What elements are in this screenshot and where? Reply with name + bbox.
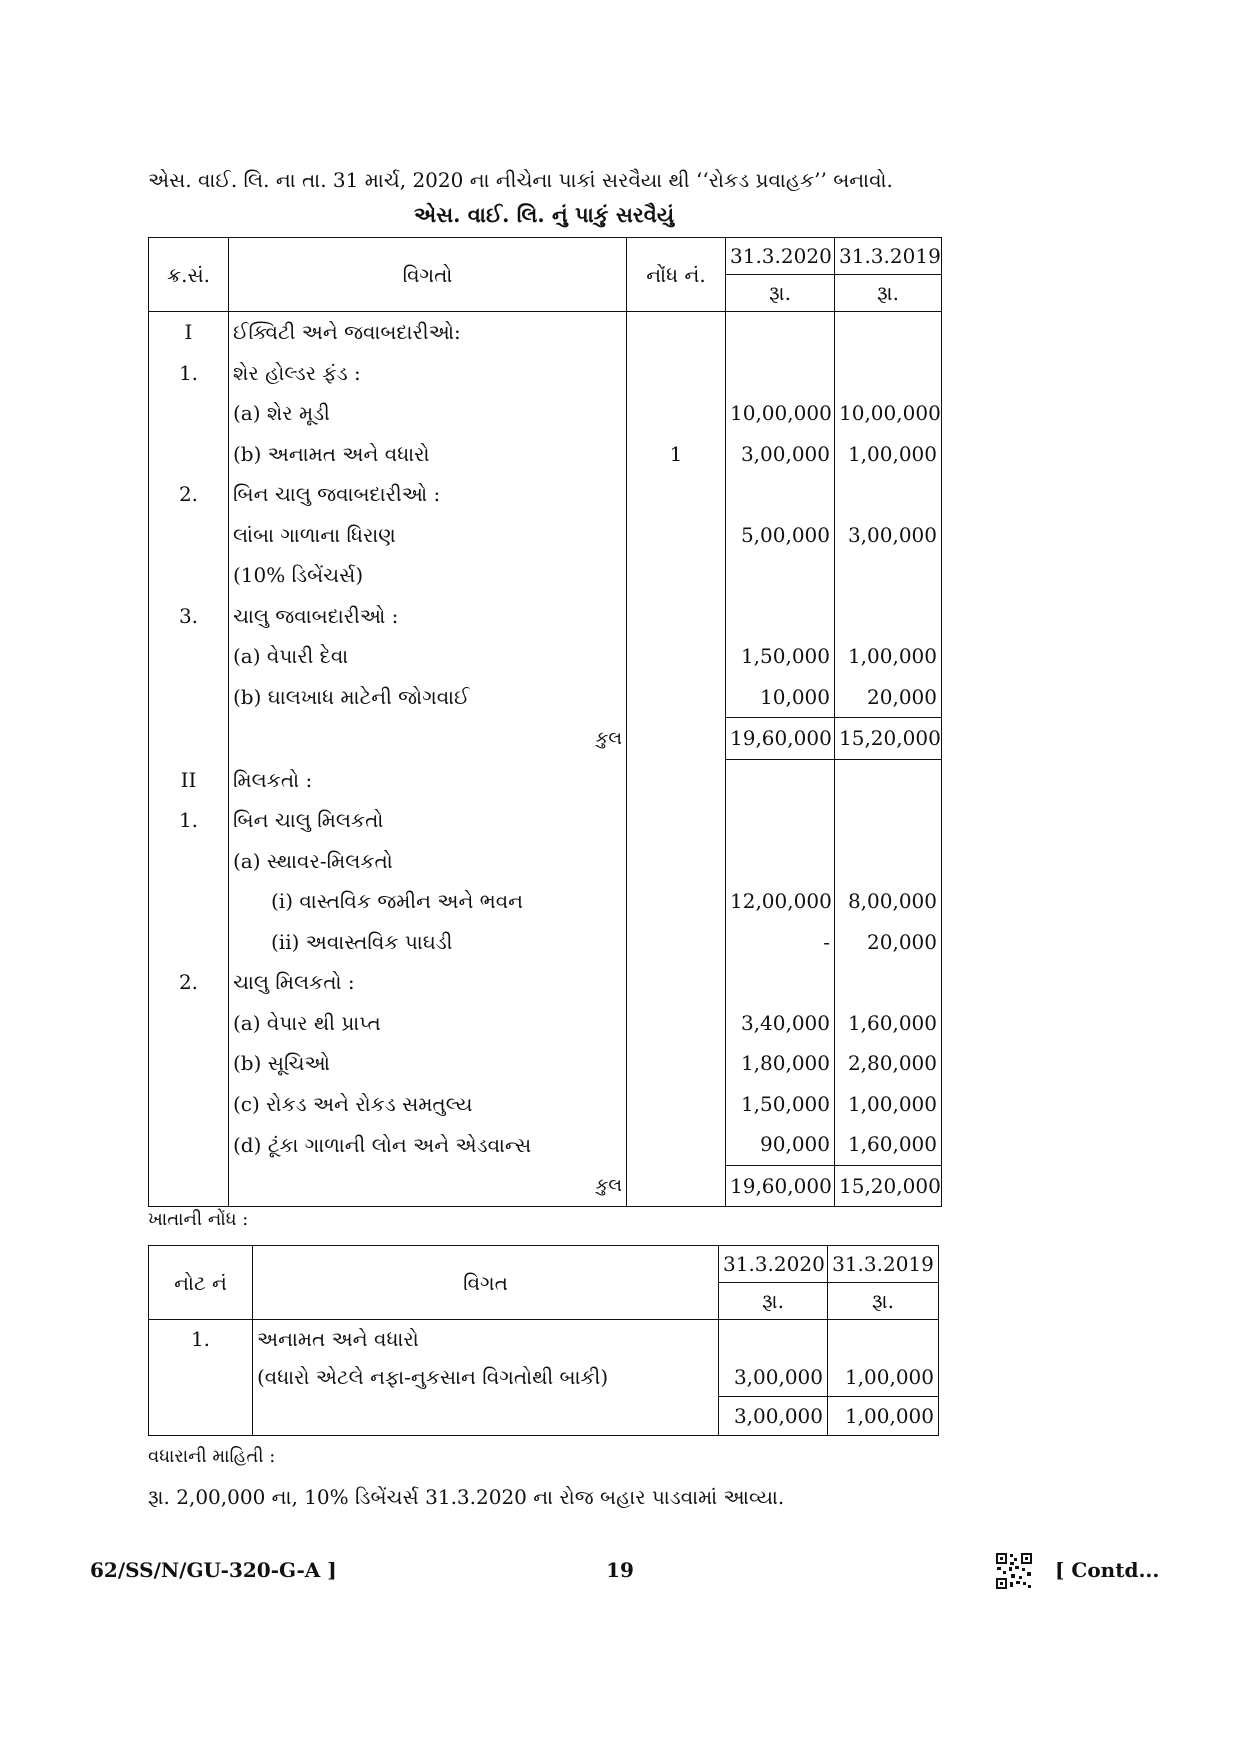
row-amount-2020: 1,50,000 [726, 1084, 835, 1125]
row-amount-2019: 1,00,000 [835, 434, 942, 475]
note-header-particulars: વિગત [253, 1246, 719, 1320]
row-particulars: મિલકતો : [229, 759, 627, 800]
row-sr: 2. [149, 962, 229, 1003]
notes-table [148, 1245, 939, 1436]
note-header-year-2019: 31.3.2019 [828, 1246, 939, 1283]
row-particulars: (c) રોકડ અને રોકડ સમતુલ્ય [229, 1084, 627, 1125]
row-sr [149, 393, 229, 434]
row-particulars: (a) સ્થાવર-મિલકતો [229, 841, 627, 882]
row-particulars: (b) અનામત અને વધારો [229, 434, 627, 475]
row-particulars: (b) સૂચિઓ [229, 1043, 627, 1084]
notes-body [149, 1320, 939, 1436]
row-sr: 2. [149, 474, 229, 515]
row-sr: 1. [149, 353, 229, 394]
row-amount-2019 [835, 596, 942, 637]
row-sr [149, 636, 229, 677]
row-amount-2019 [835, 312, 942, 353]
row-note [627, 759, 726, 800]
row-amount-2019: 10,00,000 [835, 393, 942, 434]
table-row [149, 1043, 942, 1084]
page-number: 19 [606, 1558, 634, 1582]
row-amount-2020: 12,00,000 [726, 881, 835, 922]
row-note [627, 555, 726, 596]
row-note [627, 515, 726, 556]
row-amount-2020 [726, 555, 835, 596]
row-note [627, 962, 726, 1003]
row-amount-2020: 1,50,000 [726, 636, 835, 677]
table-row [149, 841, 942, 882]
row-note [627, 841, 726, 882]
header-sr: ક્ર.સં. [149, 238, 229, 312]
row-amount-2019 [835, 759, 942, 800]
header-note: નોંધ નં. [627, 238, 726, 312]
row-particulars: ચાલુ મિલકતો : [229, 962, 627, 1003]
table-row [149, 393, 942, 434]
note-row-no [149, 1358, 253, 1397]
row-note [627, 1003, 726, 1044]
note-header-no: નોટ નં [149, 1246, 253, 1320]
row-sr [149, 1124, 229, 1165]
row-particulars: (10% ડિબેંચર્સ) [229, 555, 627, 596]
row-particulars: (i) વાસ્તવિક જમીન અને ભવન [229, 881, 627, 922]
note-row-no [149, 1397, 253, 1436]
row-particulars: ચાલુ જવાબદારીઓ : [229, 596, 627, 637]
table-row [149, 353, 942, 394]
note-row-particulars [253, 1397, 719, 1436]
row-particulars: ઈક્વિટી અને જવાબદારીઓ: [229, 312, 627, 353]
table-row [149, 677, 942, 718]
note-header-year-2020: 31.3.2020 [719, 1246, 828, 1283]
row-amount-2020: 19,60,000 [726, 1165, 835, 1207]
table-row [149, 312, 942, 353]
row-note [627, 353, 726, 394]
row-amount-2019 [835, 474, 942, 515]
table-row [149, 1165, 942, 1207]
row-amount-2020 [726, 596, 835, 637]
note-header-unit-2020: રૂા. [719, 1283, 828, 1320]
row-amount-2020: 90,000 [726, 1124, 835, 1165]
table-row [149, 1320, 939, 1359]
row-note [627, 800, 726, 841]
row-sr [149, 922, 229, 963]
row-note [627, 1084, 726, 1125]
row-particulars: લાંબા ગાળાના ધિરાણ [229, 515, 627, 556]
row-note [627, 881, 726, 922]
row-particulars: (ii) અવાસ્તવિક પાઘડી [229, 922, 627, 963]
row-amount-2019 [835, 962, 942, 1003]
row-sr [149, 555, 229, 596]
note-row-amount-2020: 3,00,000 [719, 1358, 828, 1397]
row-sr [149, 841, 229, 882]
row-amount-2019: 1,00,000 [835, 636, 942, 677]
row-sr: 1. [149, 800, 229, 841]
row-amount-2020: - [726, 922, 835, 963]
row-particulars: શેર હોલ્ડર ફંડ : [229, 353, 627, 394]
header-unit-2019: રૂા. [835, 275, 942, 312]
row-particulars: બિન ચાલુ જવાબદારીઓ : [229, 474, 627, 515]
row-amount-2020: 1,80,000 [726, 1043, 835, 1084]
note-row-particulars: (વધારો એટલે નફા-નુકસાન વિગતોથી બાકી) [253, 1358, 719, 1397]
notes-heading: ખાતાની નોંધ : [148, 1209, 249, 1230]
row-amount-2019: 3,00,000 [835, 515, 942, 556]
qr-code-icon [995, 1552, 1033, 1590]
row-sr [149, 718, 229, 760]
row-note [627, 636, 726, 677]
row-amount-2019 [835, 353, 942, 394]
note-row-amount-2020: 3,00,000 [719, 1397, 828, 1436]
row-amount-2019: 1,60,000 [835, 1124, 942, 1165]
row-sr [149, 434, 229, 475]
note-row-amount-2019 [828, 1320, 939, 1359]
table-row [149, 1358, 939, 1397]
row-amount-2019: 15,20,000 [835, 1165, 942, 1207]
row-particulars: (a) વેપાર થી પ્રાપ્ત [229, 1003, 627, 1044]
row-amount-2020: 10,000 [726, 677, 835, 718]
row-sr [149, 1043, 229, 1084]
total-label: કુલ [229, 718, 627, 760]
header-particulars: વિગતો [229, 238, 627, 312]
row-sr: 3. [149, 596, 229, 637]
row-amount-2020 [726, 962, 835, 1003]
row-note [627, 1165, 726, 1207]
table-row [149, 800, 942, 841]
row-note [627, 677, 726, 718]
row-sr [149, 1003, 229, 1044]
table-row [149, 515, 942, 556]
row-sr [149, 881, 229, 922]
row-note [627, 1124, 726, 1165]
note-row-amount-2019: 1,00,000 [828, 1397, 939, 1436]
row-amount-2020: 10,00,000 [726, 393, 835, 434]
row-sr [149, 515, 229, 556]
paper-code: 62/SS/N/GU-320-G-A ] [90, 1558, 337, 1582]
row-amount-2019: 2,80,000 [835, 1043, 942, 1084]
row-amount-2019: 1,00,000 [835, 1084, 942, 1125]
row-note [627, 922, 726, 963]
row-amount-2019: 20,000 [835, 922, 942, 963]
row-note [627, 718, 726, 760]
row-sr: II [149, 759, 229, 800]
row-note [627, 312, 726, 353]
row-particulars: (a) વેપારી દેવા [229, 636, 627, 677]
table-row [149, 474, 942, 515]
table-row [149, 1397, 939, 1436]
balance-sheet-title: એસ. વાઈ. લિ. નું પાકું સરવૈયું [413, 202, 675, 227]
table-row [149, 962, 942, 1003]
row-sr [149, 1084, 229, 1125]
table-row [149, 636, 942, 677]
row-amount-2020 [726, 474, 835, 515]
table-row [149, 596, 942, 637]
extra-info-heading: વધારાની માહિતી : [148, 1446, 276, 1467]
table-row [149, 1003, 942, 1044]
row-amount-2020 [726, 841, 835, 882]
header-year-2019: 31.3.2019 [835, 238, 942, 275]
row-amount-2019 [835, 800, 942, 841]
row-particulars: (d) ટૂંકા ગાળાની લોન અને એડવાન્સ [229, 1124, 627, 1165]
row-amount-2020 [726, 353, 835, 394]
table-row [149, 759, 942, 800]
row-amount-2020: 19,60,000 [726, 718, 835, 760]
note-row-particulars: અનામત અને વધારો [253, 1320, 719, 1359]
row-amount-2020: 3,40,000 [726, 1003, 835, 1044]
question-text: એસ. વાઈ. લિ. ના તા. 31 માર્ચ, 2020 ના નીચેના પાકાં સરવૈયા થી ‘‘રોકડ પ્રવાહક’’ બનાવો. [148, 168, 893, 192]
table-row [149, 922, 942, 963]
row-amount-2020: 3,00,000 [726, 434, 835, 475]
table-row [149, 434, 942, 475]
table-row [149, 881, 942, 922]
row-note: 1 [627, 434, 726, 475]
row-note [627, 474, 726, 515]
row-particulars: (b) ઘાલખાધ માટેની જોગવાઈ [229, 677, 627, 718]
row-sr [149, 677, 229, 718]
row-amount-2020 [726, 759, 835, 800]
table-row [149, 718, 942, 760]
balance-sheet-body [149, 312, 942, 1207]
row-amount-2019: 15,20,000 [835, 718, 942, 760]
note-row-amount-2020 [719, 1320, 828, 1359]
row-particulars: (a) શેર મૂડી [229, 393, 627, 434]
row-amount-2020: 5,00,000 [726, 515, 835, 556]
table-row [149, 1084, 942, 1125]
table-row [149, 1124, 942, 1165]
row-amount-2020 [726, 312, 835, 353]
note-row-no: 1. [149, 1320, 253, 1359]
total-label: કુલ [229, 1165, 627, 1207]
continued-label: [ Contd... [1055, 1558, 1160, 1582]
note-row-amount-2019: 1,00,000 [828, 1358, 939, 1397]
row-amount-2019: 20,000 [835, 677, 942, 718]
row-amount-2019: 8,00,000 [835, 881, 942, 922]
row-amount-2019: 1,60,000 [835, 1003, 942, 1044]
row-amount-2019 [835, 841, 942, 882]
balance-sheet-table [148, 237, 942, 1207]
row-note [627, 596, 726, 637]
table-row [149, 555, 942, 596]
row-sr: I [149, 312, 229, 353]
header-unit-2020: રૂા. [726, 275, 835, 312]
row-amount-2019 [835, 555, 942, 596]
row-particulars: બિન ચાલુ મિલકતો [229, 800, 627, 841]
row-note [627, 393, 726, 434]
extra-info-text: રૂા. 2,00,000 ના, 10% ડિબેંચર્સ 31.3.2020 ના રોજ બહાર પાડવામાં આવ્યા. [148, 1485, 785, 1509]
row-amount-2020 [726, 800, 835, 841]
note-header-unit-2019: રૂા. [828, 1283, 939, 1320]
header-year-2020: 31.3.2020 [726, 238, 835, 275]
row-sr [149, 1165, 229, 1207]
row-note [627, 1043, 726, 1084]
